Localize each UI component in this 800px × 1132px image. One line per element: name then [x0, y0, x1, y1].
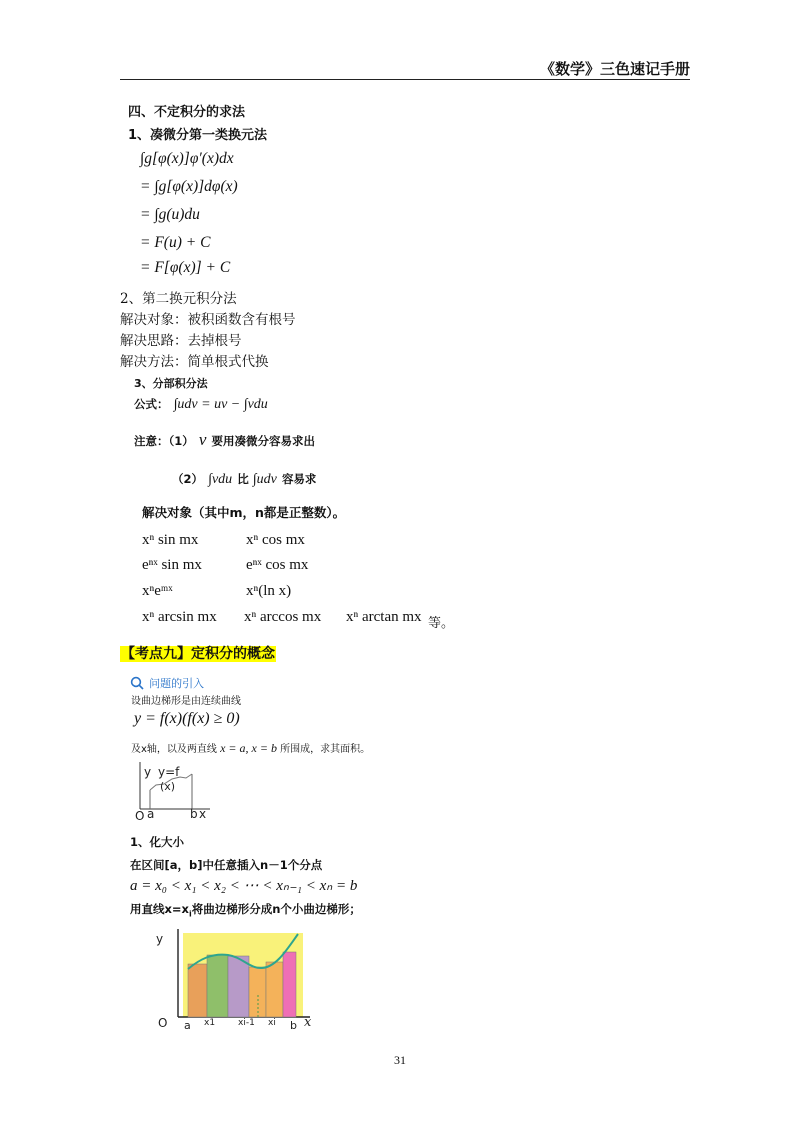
label-yf: y=f [158, 765, 180, 779]
example-item: xⁿ cos mx [246, 532, 305, 548]
bound-text-a: 及x轴，以及两直线 [131, 744, 217, 755]
label-o: O [158, 1016, 168, 1030]
curve-formula: y = f(x)(f(x) ≥ 0) [134, 710, 240, 727]
strip-6 [283, 952, 296, 1017]
label-b: b [190, 807, 198, 821]
label-xi-1: xi-1 [238, 1018, 255, 1028]
section9-title: 【考点九】定积分的概念 [121, 646, 275, 662]
example-etc: 等。 [428, 616, 455, 631]
label-o: O [135, 809, 145, 822]
intro-label: 问题的引入 [149, 677, 205, 690]
label-y: y [144, 765, 152, 779]
intro-text: 设曲边梯形是由连续曲线 [131, 696, 241, 707]
formula-line: = ∫g[φ(x)]dφ(x) [140, 178, 238, 195]
example-item: xⁿ sin mx [142, 532, 199, 548]
example-item: xⁿ(ln x) [246, 583, 292, 599]
note2-a: ∫vdu [208, 472, 233, 487]
strip-3 [228, 956, 249, 1017]
method2-object: 解决对象：被积函数含有根号 [120, 312, 296, 328]
method3-title: 3、分部积分法 [134, 377, 208, 390]
label-a: a [147, 807, 155, 821]
step1-text3: 将曲边梯形分成n个小曲边梯形； [191, 902, 361, 916]
note1-v: v [198, 430, 207, 449]
bound-text-b: 所围成，求其面积。 [280, 744, 371, 755]
example-item: eⁿˣ cos mx [246, 557, 309, 573]
note2-mid: 比 [237, 472, 253, 486]
method2-method: 解决方法：简单根式代换 [120, 354, 269, 370]
label-x1: x1 [204, 1018, 216, 1028]
step1-sub: i [188, 909, 192, 919]
formula-line: = F[φ(x)] + C [140, 259, 231, 276]
formula-line: ∫g[φ(x)]φ′(x)dx [140, 150, 234, 167]
note-1 [134, 430, 315, 450]
formula-label: 公式： [134, 397, 169, 411]
search-icon [130, 676, 144, 690]
method1-title: 1、凑微分第一类换元法 [128, 128, 268, 143]
label-y: y [156, 932, 164, 946]
example-item: xⁿ arctan mx [346, 609, 422, 625]
note2-label: （2） [172, 472, 204, 486]
partition-formula: a = x₀ < x₁ < x₂ < ⋯ < xₙ₋₁ < xₙ = b [130, 878, 358, 894]
formula-row [134, 393, 268, 413]
strip-5 [266, 962, 283, 1017]
label-xi: xi [268, 1018, 276, 1028]
method2-idea: 解决思路：去掉根号 [120, 333, 242, 349]
note2-end: 容易求 [281, 472, 317, 486]
example-item: xⁿ arcsin mx [142, 609, 217, 625]
note2-b: ∫udv [252, 472, 277, 487]
trapezoid-figure [130, 754, 220, 822]
page-number: 31 [394, 1053, 406, 1067]
label-a: a [184, 1019, 191, 1032]
step1-text: 在区间[a，b]中任意插入n－1个分点 [130, 858, 323, 872]
section9-heading [120, 643, 276, 663]
note-2 [172, 468, 316, 488]
step1-line2 [130, 901, 361, 918]
step1-title: 1、化大小 [130, 835, 185, 849]
label-b: b [290, 1019, 297, 1032]
bound-eq: x = a, x = b [220, 741, 277, 755]
formula-line: = ∫g(u)du [140, 206, 200, 223]
method2-title: 2、第二换元积分法 [120, 291, 237, 307]
running-header: 《数学》三色速记手册 [539, 60, 690, 78]
note1-label: 注意：（1） [134, 434, 194, 448]
intro-heading [130, 672, 204, 691]
strip-1 [188, 964, 207, 1017]
example-item: xⁿeᵐˣ [142, 583, 173, 599]
header-rule [120, 79, 690, 80]
note1-text: 要用凑微分容易求出 [211, 434, 315, 448]
strip-2 [207, 955, 228, 1017]
strip-4 [249, 967, 266, 1017]
section-title: 四、不定积分的求法 [128, 105, 246, 120]
example-item: eⁿˣ sin mx [142, 557, 202, 573]
parts-formula: ∫udv = uv − ∫vdu [173, 397, 268, 412]
formula-line: = F(u) + C [140, 234, 211, 251]
label-x: x [199, 807, 207, 821]
label-x-paren: (x) [160, 780, 176, 793]
label-x: x [304, 1015, 312, 1030]
step1-text2: 用直线x=x [130, 902, 189, 916]
example-item: xⁿ arccos mx [244, 609, 322, 625]
riemann-figure [150, 925, 330, 1035]
parts-object: 解决对象（其中m，n都是正整数）。 [142, 505, 346, 520]
